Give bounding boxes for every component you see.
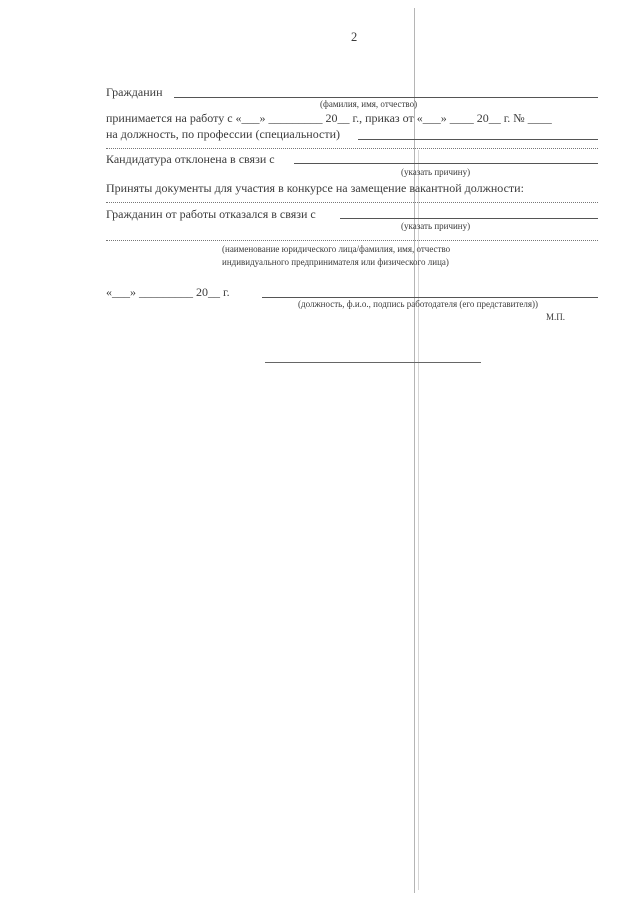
- signature-date: «___» _________ 20__ г.: [106, 285, 230, 299]
- hired-text: принимается на работу с «___» _________ 20__ г., приказ от «___» ____ 20__ г. № ____: [106, 111, 552, 125]
- seal-label: М.П.: [546, 312, 566, 322]
- closing-rule: [265, 362, 481, 363]
- employer-caption-line-2: индивидуального предпринимателя или физического лица): [222, 257, 449, 267]
- citizen-label: Гражданин: [106, 85, 163, 99]
- documents-text: Приняты документы для участия в конкурсе на замещение вакантной должности:: [106, 181, 524, 195]
- documents-dotted-line: [106, 202, 598, 203]
- position-line: [358, 139, 598, 140]
- rejected-reason-caption: (указать причину): [401, 167, 471, 177]
- refused-label: Гражданин от работы отказался в связи с: [106, 207, 316, 221]
- signature-caption: (должность, ф.и.о., подпись работодателя (его представителя)): [298, 299, 539, 309]
- refused-reason-caption: (указать причину): [401, 221, 471, 231]
- page-number: 2: [351, 30, 358, 44]
- position-dotted-line: [106, 148, 598, 149]
- citizen-name-line: [174, 97, 598, 98]
- position-label: на должность, по профессии (специальности): [106, 127, 340, 141]
- employer-caption-line-1: (наименование юридического лица/фамилия, имя, отчество: [222, 244, 451, 254]
- rejected-reason-line: [294, 163, 598, 164]
- signature-line: [262, 297, 598, 298]
- citizen-name-caption: (фамилия, имя, отчество): [320, 99, 418, 109]
- rejected-label: Кандидатура отклонена в связи с: [106, 152, 275, 166]
- employer-dotted-line: [106, 240, 598, 241]
- scan-fold-line: [414, 8, 415, 893]
- refused-reason-line: [340, 218, 598, 219]
